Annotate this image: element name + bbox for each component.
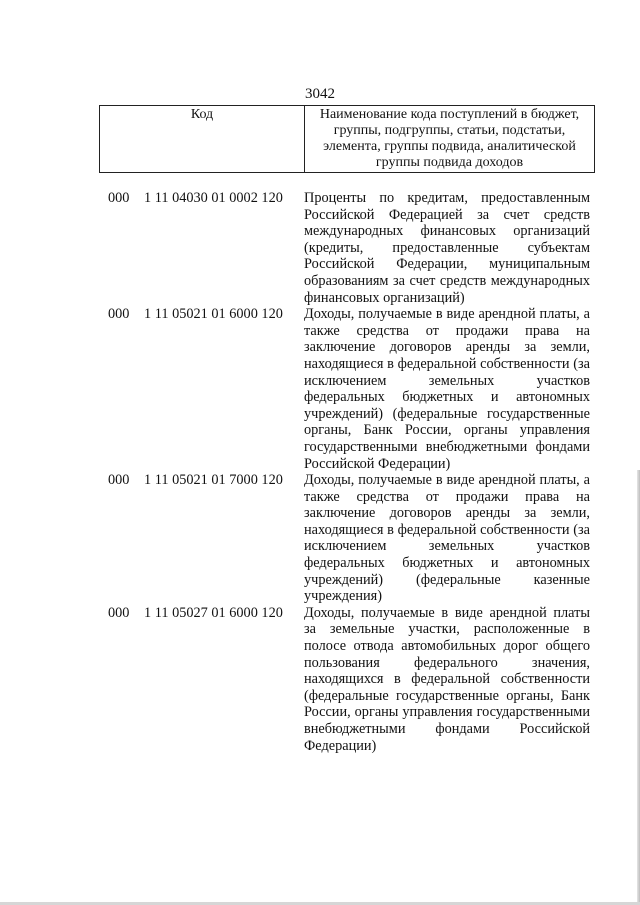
header-name-cell: Наименование кода поступлений в бюджет, группы, подгруппы, статьи, подстатьи, элемента, группы подвида, аналитической группы подвида доходов [305, 106, 595, 173]
admin-code: 000 [108, 306, 130, 323]
list-item [100, 190, 590, 306]
income-codes-list [100, 190, 590, 754]
income-code: 1 11 04030 01 0002 120 [144, 190, 283, 206]
income-description: Доходы, получаемые в виде арендной платы, а также средства от продажи права на заключение договоров аренды за земли, находящиеся в федеральной собственности (за исключением земельных участков федеральных бюджетных и автономных учреждений) (федеральные казенные учреждения) [304, 472, 590, 605]
list-item [100, 605, 590, 754]
admin-code: 000 [108, 472, 130, 489]
list-item [100, 472, 590, 605]
income-code: 1 11 05021 01 6000 120 [144, 306, 283, 323]
admin-code: 000 [108, 190, 130, 206]
income-description: Проценты по кредитам, предоставленным Российской Федерацией за счет средств международных финансовых организаций (кредиты, предоставленные субъектам Российской Федерации, муниципальным образованиям за счет средств международных финансовых организаций) [304, 190, 590, 306]
income-description: Доходы, получаемые в виде арендной платы, а также средства от продажи права на заключение договоров аренды за земли, находящиеся в федеральной собственности (за исключением земельных участков федеральных бюджетных и автономных учреждений) (федеральные государственные органы, Банк России, органы управления государственными внебюджетными фондами Российской Федерации) [304, 306, 590, 472]
header-code-cell: Код [100, 106, 305, 173]
income-description: Доходы, получаемые в виде арендной платы за земельные участки, расположенные в полосе отвода автомобильных дорог общего пользования федерального значения, находящихся в федеральной собственности (федеральные государственные органы, Банк России, органы управления государственными внебюджетными фондами Российской Федерации) [304, 604, 590, 754]
list-item [100, 306, 590, 472]
page-number: 3042 [305, 86, 335, 102]
admin-code: 000 [108, 604, 130, 621]
income-code: 1 11 05021 01 7000 120 [144, 472, 283, 489]
header-table [99, 105, 595, 173]
income-code: 1 11 05027 01 6000 120 [144, 604, 283, 621]
